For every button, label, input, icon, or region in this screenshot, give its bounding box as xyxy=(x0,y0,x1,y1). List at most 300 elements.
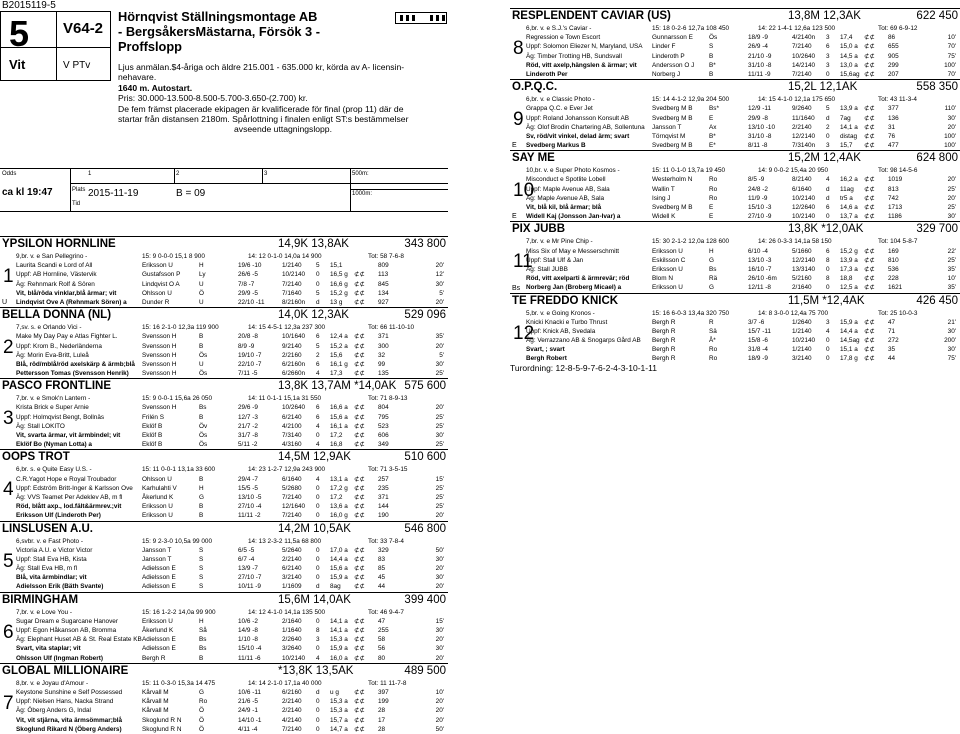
history-cell: 15' xyxy=(435,617,444,625)
history-cell: Blom N xyxy=(652,275,673,283)
history-cell: 25' xyxy=(435,493,444,501)
start-history-row xyxy=(16,369,448,378)
plats-label: Plats xyxy=(72,187,86,193)
history-cell: 31 xyxy=(888,123,896,131)
entry-rows xyxy=(16,394,448,449)
horse-entry xyxy=(0,449,448,520)
history-cell: 13/9 -7 xyxy=(238,565,258,573)
entry-header xyxy=(510,222,960,237)
history-cell: ⊄⊄ xyxy=(864,70,875,78)
history-cell: Adielsson Erik (Bäth Svante) xyxy=(16,583,104,591)
history-cell: Blå, vita ärmbindlar; vit xyxy=(16,574,87,582)
history-cell: 8 xyxy=(316,627,320,634)
history-cell: 235 xyxy=(378,484,389,492)
start-history-row xyxy=(16,697,448,706)
history-cell: Eklöf B xyxy=(142,432,163,439)
history-cell: H xyxy=(199,617,204,625)
horse-info-cell: 6,svbr. v. e Fast Photo - xyxy=(16,537,84,545)
history-cell: 15/7 -11 xyxy=(748,327,771,335)
history-cell: Törnqvist M xyxy=(652,132,686,140)
history-cell: 3/2640 xyxy=(282,645,302,653)
history-cell: 255 xyxy=(378,627,389,634)
history-cell: 14,4 a xyxy=(840,327,858,335)
history-cell: 35' xyxy=(435,333,444,341)
history-cell: B xyxy=(199,413,204,421)
history-cell: 20' xyxy=(947,123,956,131)
history-cell: 31/8 -4 xyxy=(748,346,768,354)
history-cell: 20' xyxy=(947,194,956,202)
history-cell: 5' xyxy=(439,289,444,297)
history-cell: d xyxy=(316,583,320,591)
race-type: Vit xyxy=(9,57,26,72)
history-cell: Make My Day Pay e Atlas Fighter L. xyxy=(16,333,118,341)
horse-info-row xyxy=(526,166,960,175)
history-cell: 83 xyxy=(378,555,386,563)
history-cell: Eskilsson C xyxy=(652,256,686,264)
history-cell: 845 xyxy=(378,280,389,288)
history-cell: B xyxy=(199,342,204,350)
history-cell: 27/10 -7 xyxy=(238,574,262,582)
start-history-row xyxy=(16,502,448,511)
history-cell: 3 xyxy=(826,61,830,69)
history-cell: Bergh R xyxy=(652,346,676,354)
history-cell: 0 xyxy=(316,493,320,501)
history-cell: 6/7 -4 xyxy=(238,555,255,563)
history-cell: 25' xyxy=(947,256,956,264)
history-cell: 1/1609 xyxy=(282,583,302,591)
history-cell: 200' xyxy=(944,337,956,345)
horse-name: BELLA DONNA (NL) xyxy=(2,309,112,322)
history-cell: 12/2140 xyxy=(792,256,816,264)
history-cell: 20' xyxy=(435,512,444,520)
history-cell: 5' xyxy=(439,351,444,359)
history-cell: 0 xyxy=(826,70,830,78)
history-cell: 810 xyxy=(888,256,899,264)
history-cell: 8 xyxy=(826,256,830,264)
history-cell: 7/2140 xyxy=(282,725,302,733)
history-cell: 16,5 g xyxy=(330,271,348,279)
history-cell: 15,9 a xyxy=(330,574,348,582)
start-history-row xyxy=(16,706,448,715)
history-cell: S xyxy=(199,565,204,573)
history-cell: 0 xyxy=(316,484,320,492)
history-cell: 8ag xyxy=(330,583,341,591)
horse-info-cell: 15: 16 6-0-3 13,4a 320 750 xyxy=(652,309,730,317)
history-cell: Bergh Robert xyxy=(526,355,567,363)
horse-info-cell: Tot: 98 14-5-6 xyxy=(878,167,918,175)
history-cell: Bergh R xyxy=(652,355,676,363)
tid-label: Tid xyxy=(72,201,81,207)
horse-entry xyxy=(0,663,448,734)
history-cell: 13,1 a xyxy=(330,475,348,483)
race-title-line: Hörnqvist Ställningsmontage AB xyxy=(118,9,318,24)
horse-info-cell: 15: 9 0-0-0 15,1 8 900 xyxy=(142,253,205,260)
history-cell: Bergh R xyxy=(142,654,166,662)
history-cell: 86 xyxy=(888,34,896,42)
history-cell: 14,1 a xyxy=(840,123,858,131)
start-history-row xyxy=(16,493,448,502)
horse-info-cell: 6,br. v. e Classic Photo - xyxy=(526,96,595,104)
history-cell: 0 xyxy=(826,132,830,140)
history-cell: 5/11 -2 xyxy=(238,441,258,449)
history-cell: 12/7 -3 xyxy=(238,413,258,421)
history-cell: 7/8 -7 xyxy=(238,280,255,288)
history-cell: 21/6 -5 xyxy=(238,698,258,706)
start-number: 6 xyxy=(3,621,14,643)
history-cell: 29/6 -9 xyxy=(238,404,258,412)
history-cell: Å* xyxy=(709,337,716,345)
history-cell: Eklöf Bo (Nyman Lotta) a xyxy=(16,441,92,449)
history-cell: 6/10 -4 xyxy=(748,247,768,255)
start-order: Turordning: 12-8-5-9-7-6-2-4-3-10-1-11 xyxy=(510,363,657,373)
history-cell: 30' xyxy=(947,346,956,354)
history-cell: Ohlsson Ulf (Ingman Robert) xyxy=(16,654,103,662)
horse-entry xyxy=(510,293,960,364)
history-cell: 22/10 -7 xyxy=(238,360,262,368)
history-cell: 18/9 -9 xyxy=(748,34,768,42)
horse-records: 13,8K 13,7AM *14,0AK xyxy=(278,380,397,393)
history-cell: Eriksson Ulf (Linderoth Per) xyxy=(16,512,101,520)
history-cell: 4 xyxy=(316,475,320,483)
history-cell: 15/5 -5 xyxy=(238,484,258,492)
history-cell: Ising J xyxy=(652,194,671,202)
horse-info-cell: 8,br. v. e Joyau d'Amour - xyxy=(16,679,89,687)
horse-info-row xyxy=(16,394,448,403)
history-cell: Norberg J xyxy=(652,70,681,78)
history-cell: 257 xyxy=(378,475,389,483)
history-cell: Bs xyxy=(199,645,207,653)
start-history-row xyxy=(16,261,448,270)
history-cell: 27/10 -9 xyxy=(748,213,772,221)
horse-name: PASCO FRONTLINE xyxy=(2,380,112,393)
horse-info-cell: Tot: 43 11-3-4 xyxy=(878,96,917,104)
entry-body xyxy=(0,679,448,734)
race-conditions xyxy=(118,62,448,135)
history-cell: 12' xyxy=(435,271,444,279)
history-cell: E* xyxy=(709,142,716,150)
history-cell: 15,7 a xyxy=(330,716,348,724)
history-cell: 0 xyxy=(826,284,830,292)
horse-info-cell: Tot: 71 3-5-15 xyxy=(368,466,408,474)
start-history-row xyxy=(16,332,448,341)
horse-info-cell: Tot: 66 11-10-10 xyxy=(368,324,415,332)
history-cell: 20' xyxy=(435,698,444,706)
start-history-row xyxy=(16,635,448,644)
history-cell: 11/1640 xyxy=(792,114,815,122)
race-title-line: - BergsåkersMästarna, Försök 3 - xyxy=(118,24,320,39)
start-history-row xyxy=(526,141,960,150)
history-cell: ⊄⊄ xyxy=(864,176,875,184)
entry-body xyxy=(510,166,960,221)
horse-records: *13,8K 13,5AK xyxy=(278,664,354,677)
start-history-row xyxy=(526,194,960,203)
history-cell: 30' xyxy=(435,574,444,582)
track-logo-icon xyxy=(395,12,447,24)
start-history-row xyxy=(526,33,960,42)
horse-name: RESPLENDENT CAVIAR (US) xyxy=(512,10,671,22)
history-cell: Eriksson U xyxy=(652,265,683,273)
horse-info-cell: 14: 26 0-3-3 14,1a 58 150 xyxy=(758,238,832,246)
history-cell: 13/10 -5 xyxy=(238,493,262,501)
horse-info-cell: 6,br. s. e Quite Easy U.S. - xyxy=(16,466,92,474)
horse-info-cell: Tot: 104 5-8-7 xyxy=(878,238,918,246)
history-cell: 26/6 -5 xyxy=(238,271,258,279)
history-cell: Äg: Timber Trotting HB, Sundsvall xyxy=(526,52,622,60)
horse-info-cell: 14: 22 1-4-1 12,6a 123 500 xyxy=(758,25,836,32)
history-cell: Röd, blått axp., lod.fält&ärmrev.;vit xyxy=(16,503,122,511)
history-cell: 809 xyxy=(378,262,389,270)
start-number: 5 xyxy=(3,550,14,572)
entry-body xyxy=(510,309,960,364)
horse-earnings: 558 350 xyxy=(916,81,958,94)
start-history-row xyxy=(16,351,448,360)
history-cell: Skoglund R N xyxy=(142,725,182,733)
history-cell: Äg: Stall Eva HB, m fl xyxy=(16,565,78,573)
history-cell: 10/11 -9 xyxy=(238,583,261,591)
history-cell: ⊄⊄ xyxy=(864,34,875,42)
history-cell: 25' xyxy=(435,441,444,449)
history-cell: ⊄⊄ xyxy=(864,142,875,150)
history-cell: 8 xyxy=(826,275,830,283)
history-cell: 6 xyxy=(826,247,830,255)
horse-records: 13,8K *12,0AK xyxy=(788,223,864,236)
history-cell: 17,2 xyxy=(330,493,343,501)
horse-name: YPSILON HORNLINE xyxy=(2,238,116,250)
history-cell: ⊄⊄ xyxy=(354,342,365,350)
start-history-row xyxy=(16,431,448,440)
race-ptv: V PTv xyxy=(63,60,91,71)
history-cell: Wallin T xyxy=(652,185,675,193)
history-cell: 15' xyxy=(435,475,444,483)
history-cell: H xyxy=(709,247,714,255)
race-conditions-line: 1640 m. Autostart. xyxy=(118,82,193,93)
history-cell: Adielsson E xyxy=(142,583,176,591)
history-cell: 15,2 a xyxy=(330,342,348,350)
history-cell: 12/11 -8 xyxy=(748,284,771,292)
history-cell: 30' xyxy=(435,432,444,439)
history-cell: 0 xyxy=(316,565,320,573)
history-cell: B xyxy=(199,475,204,483)
history-cell: 15,3 a xyxy=(330,636,348,644)
history-cell: 2/2140 xyxy=(282,698,302,706)
history-cell: 25' xyxy=(435,370,444,378)
start-history-row xyxy=(16,413,448,422)
entry-header xyxy=(0,308,448,323)
start-history-row xyxy=(526,274,960,283)
history-cell: ⊄⊄ xyxy=(354,707,365,715)
history-cell: Rä xyxy=(709,275,718,283)
history-cell: ⊄⊄ xyxy=(864,318,875,326)
history-cell: 30' xyxy=(435,360,444,368)
history-cell: 70' xyxy=(947,70,956,78)
history-cell: 16/10 -7 xyxy=(748,265,772,273)
horse-info-cell: 14: 15 4-1-0 12,1a 175 650 xyxy=(758,96,836,104)
history-cell: Vit, svarta ärmar, vit ärmbindel; vit xyxy=(16,432,121,439)
entry-rows xyxy=(16,465,448,520)
horse-records: 14,0K 12,3AK xyxy=(278,309,349,322)
history-cell: ⊄⊄ xyxy=(354,441,365,449)
history-cell: 1/2140 xyxy=(792,327,812,335)
history-cell: 5 xyxy=(316,262,320,270)
history-cell: 7/11 -5 xyxy=(238,370,258,378)
history-cell: 0 xyxy=(826,213,830,221)
history-cell: 0 xyxy=(826,355,830,363)
history-cell: 6 xyxy=(826,204,830,211)
history-cell: Blå, röd/mblå/röd axelskärp & ärmb;blå xyxy=(16,360,135,368)
history-cell: Äg: Öberg Anders G, Indal xyxy=(16,707,91,715)
horse-info-cell: 14: 9 0-0-2 15,4a 20 950 xyxy=(758,167,828,175)
history-cell: 16,6 a xyxy=(330,404,348,412)
divider xyxy=(56,12,57,80)
history-cell: 4 xyxy=(316,370,320,378)
history-cell: 20' xyxy=(435,716,444,724)
history-cell: 0 xyxy=(316,698,320,706)
start-history-row xyxy=(526,318,960,327)
history-cell: 80 xyxy=(378,654,386,662)
history-cell: 58 xyxy=(378,636,386,644)
history-cell: 13,6 a xyxy=(330,503,348,511)
horse-info-cell: 14: 13 2-3-2 11,5a 68 800 xyxy=(248,537,322,545)
history-cell: 3 xyxy=(826,318,830,326)
history-cell: 3/7 -6 xyxy=(748,318,765,326)
history-cell: ⊄⊄ xyxy=(354,413,365,421)
start-history-row xyxy=(16,617,448,626)
history-cell: 100' xyxy=(944,61,956,69)
history-cell: 2/2140 xyxy=(792,123,812,131)
history-cell: 20' xyxy=(435,565,444,573)
history-cell: ⊄⊄ xyxy=(354,422,365,430)
history-cell: ⊄⊄ xyxy=(354,484,365,492)
horse-entry xyxy=(0,236,448,307)
entry-rows xyxy=(526,166,960,221)
history-cell: 56 xyxy=(378,645,386,653)
start-history-row xyxy=(16,360,448,369)
history-cell: Röd, vitt axelparti & ärmrevär; röd xyxy=(526,275,630,283)
race-conditions-line: Ljus anmälan.$4-åriga och äldre 215.001 - 635.000 kr, körda av A- licensin- xyxy=(118,62,405,72)
history-cell: Vit, blå/röda vinklar,blå ärmar; vit xyxy=(16,289,117,297)
document-id: B2015119-5 xyxy=(2,0,56,11)
history-cell: 44 xyxy=(378,583,386,591)
history-cell: 10' xyxy=(947,275,956,283)
history-cell: Äg: Olof Brodin Chartering AB, Sollentuna xyxy=(526,123,645,131)
history-cell: Svedberg M B xyxy=(652,105,693,113)
history-cell: 135 xyxy=(378,370,389,378)
history-cell: 15,3 a xyxy=(330,698,348,706)
history-cell: 199 xyxy=(378,698,389,706)
history-cell: 0 xyxy=(316,432,320,439)
horse-entry xyxy=(510,221,960,292)
history-cell: 371 xyxy=(378,333,389,341)
horse-records: 15,2L 12,1AK xyxy=(788,81,858,94)
history-cell: 5/2160 xyxy=(792,275,812,283)
history-cell: 12,5 a xyxy=(840,284,858,292)
history-cell: 0 xyxy=(316,555,320,563)
entry-body xyxy=(0,252,448,307)
history-cell: 30' xyxy=(947,327,956,335)
history-cell: 12/9 -11 xyxy=(748,105,771,113)
history-cell: B xyxy=(199,654,204,662)
history-cell: 7/3140 xyxy=(282,432,302,439)
history-cell: 13,9 a xyxy=(840,105,858,113)
history-cell: ⊄⊄ xyxy=(864,204,875,211)
history-cell: ⊄⊄ xyxy=(864,61,875,69)
history-cell: S xyxy=(199,583,204,591)
history-cell: ⊄⊄ xyxy=(354,546,365,554)
history-cell: 30' xyxy=(435,280,444,288)
history-cell: 20' xyxy=(435,654,444,662)
history-cell: ⊄⊄ xyxy=(354,617,365,625)
history-cell: Uppf: AB Hornline, Västervik xyxy=(16,271,97,279)
history-cell: 11/9 -9 xyxy=(748,194,768,202)
history-cell: 6/2660n xyxy=(282,370,306,378)
horse-info-cell: 7,br. v. e Love You - xyxy=(16,608,73,616)
horse-info-row xyxy=(526,24,960,33)
start-history-row xyxy=(16,475,448,484)
entry-header xyxy=(0,664,448,679)
horse-earnings: 329 700 xyxy=(916,223,958,236)
history-cell: 13,9 a xyxy=(840,256,858,264)
history-cell: 28 xyxy=(378,707,386,715)
history-cell: 24/9 -1 xyxy=(238,707,258,715)
horse-info-cell: 15: 11 0-3-0 15,3a 14 475 xyxy=(142,679,216,687)
horse-name: TE FREDDO KNICK xyxy=(512,294,619,307)
start-number: 4 xyxy=(3,479,14,501)
history-cell: 4/2140n xyxy=(792,34,816,42)
history-cell: 0 xyxy=(316,574,320,582)
odds-1000m-label: 1000m: xyxy=(352,191,373,197)
history-cell: 25' xyxy=(435,503,444,511)
history-cell: 10/6 -11 xyxy=(238,688,261,696)
history-cell: Åkerlund K xyxy=(142,627,174,634)
horse-name: PIX JUBB xyxy=(512,223,566,236)
history-cell: 6/1640 xyxy=(792,185,812,193)
history-cell: Knicki Knacki e Turbo Thrust xyxy=(526,318,608,326)
history-cell: B xyxy=(199,503,204,511)
horse-info-cell: 14: 12 0-1-0 14,0a 14 900 xyxy=(248,253,322,260)
entry-header xyxy=(0,593,448,608)
history-cell: 7/2140 xyxy=(792,70,812,78)
history-cell: B* xyxy=(709,132,716,140)
start-history-row xyxy=(16,555,448,564)
start-number: 1 xyxy=(3,266,14,287)
history-cell: 29/4 -7 xyxy=(238,475,258,483)
history-cell: 100' xyxy=(944,132,956,140)
history-cell: 8/5 -9 xyxy=(748,176,765,184)
history-cell: 2/2140 xyxy=(282,555,302,563)
start-history-row xyxy=(526,327,960,336)
history-cell: R xyxy=(709,318,714,326)
history-cell: ⊄⊄ xyxy=(354,432,365,439)
start-history-row xyxy=(526,132,960,141)
history-cell: 10/2140 xyxy=(282,654,306,662)
entry-body xyxy=(0,394,448,449)
entries-right-column xyxy=(510,8,960,364)
history-cell: 10/6 -2 xyxy=(238,617,258,625)
horse-name: GLOBAL MILLIONAIRE xyxy=(2,664,129,677)
race-conditions-line: Pris: 30.000-13.500-8.500-5.700-3.650-(2.700) kr. xyxy=(118,93,308,104)
horse-earnings: 575 600 xyxy=(404,380,446,393)
history-cell: Äg: Rehnmark Rolf & Sören xyxy=(16,280,95,288)
history-cell: ⊄⊄ xyxy=(354,493,365,501)
history-cell: H xyxy=(199,262,204,270)
history-cell: 31/10 -8 xyxy=(748,132,772,140)
history-cell: 0 xyxy=(316,503,320,511)
history-cell: 272 xyxy=(888,337,899,345)
history-cell: 21' xyxy=(947,318,956,326)
history-cell: 4/3160 xyxy=(282,441,302,449)
history-cell: 18,8 xyxy=(840,275,853,283)
history-cell: 99 xyxy=(378,360,386,368)
